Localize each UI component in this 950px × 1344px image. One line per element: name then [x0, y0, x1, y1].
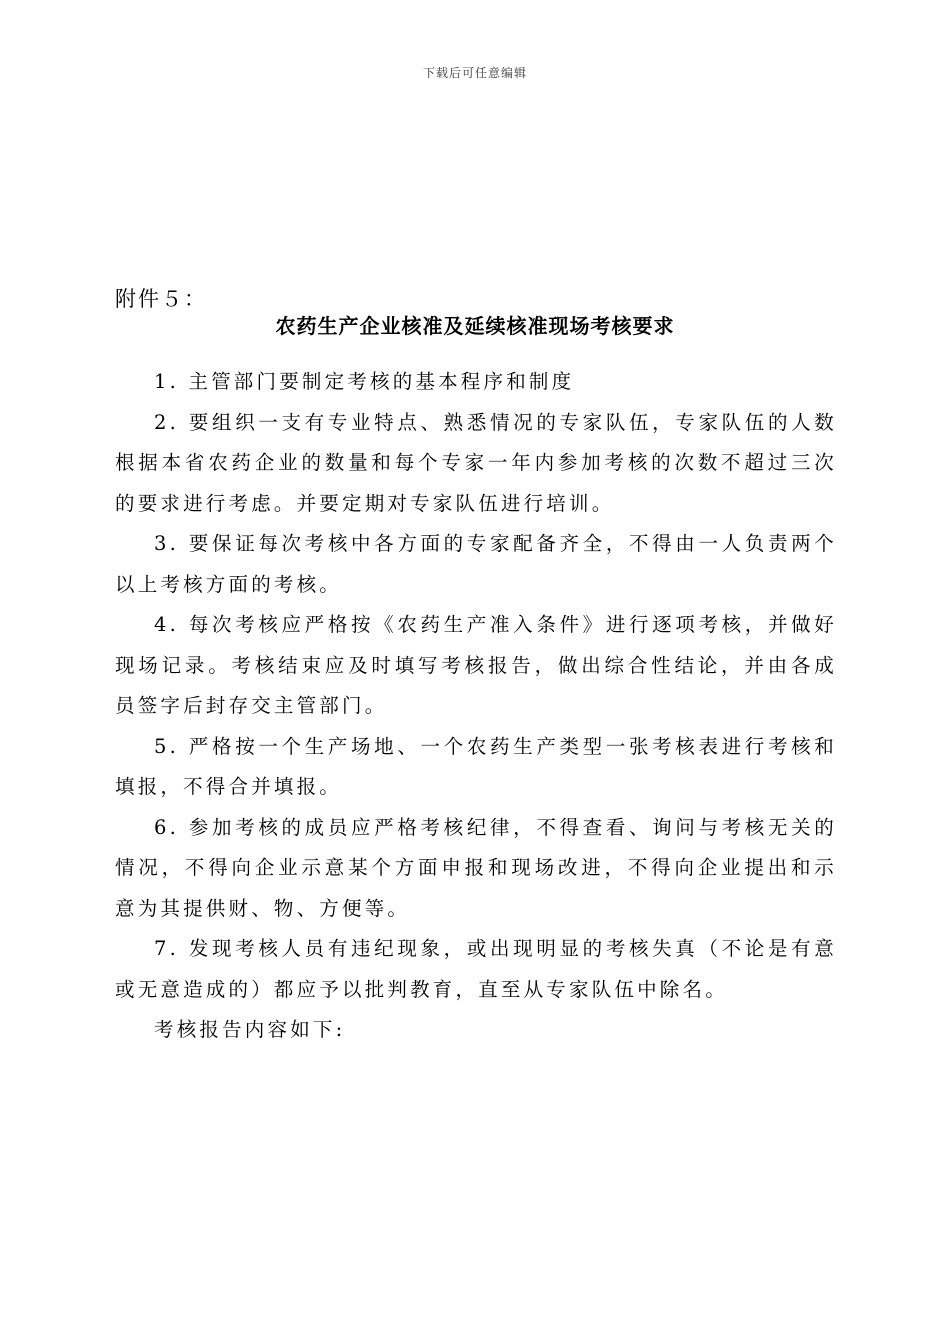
document-body [115, 362, 837, 1051]
paragraph-report-intro: 考核报告内容如下: [154, 1018, 346, 1041]
document-title: 农药生产企业核准及延续核准现场考核要求 [275, 314, 675, 338]
paragraph-item-7: 7. 发现考核人员有违纪现象，或出现明显的考核失真（不论是有意或无意造成的）都应予以批判教育，直至从专家队伍中除名。 [115, 937, 837, 1001]
attachment-label: 附件５： [115, 287, 207, 311]
paragraph-item-6: 6. 参加考核的成员应严格考核纪律，不得查看、询问与考核无关的情况，不得向企业示意某个方面申报和现场改进，不得向企业提出和示意为其提供财、物、方便等。 [115, 815, 837, 920]
paragraph-item-4: 4. 每次考核应严格按《农药生产准入条件》进行逐项考核，并做好现场记录。考核结束应及时填写考核报告，做出综合性结论，并由各成员签字后封存交主管部门。 [115, 613, 837, 717]
paragraph-item-2: 2. 要组织一支有专业特点、熟悉情况的专家队伍，专家队伍的人数根据本省农药企业的数量和每个专家一年内参加考核的次数不超过三次的要求进行考虑。并要定期对专家队伍进行培训。 [115, 410, 837, 515]
paragraph-item-1: 1. 主管部门要制定考核的基本程序和制度 [154, 370, 575, 393]
header-note: 下载后可任意编辑 [422, 66, 527, 80]
paragraph-item-5: 5. 严格按一个生产场地、一个农药生产类型一张考核表进行考核和填报，不得合并填报。 [115, 734, 837, 798]
paragraph-item-3: 3. 要保证每次考核中各方面的专家配备齐全，不得由一人负责两个以上考核方面的考核。 [115, 532, 837, 596]
